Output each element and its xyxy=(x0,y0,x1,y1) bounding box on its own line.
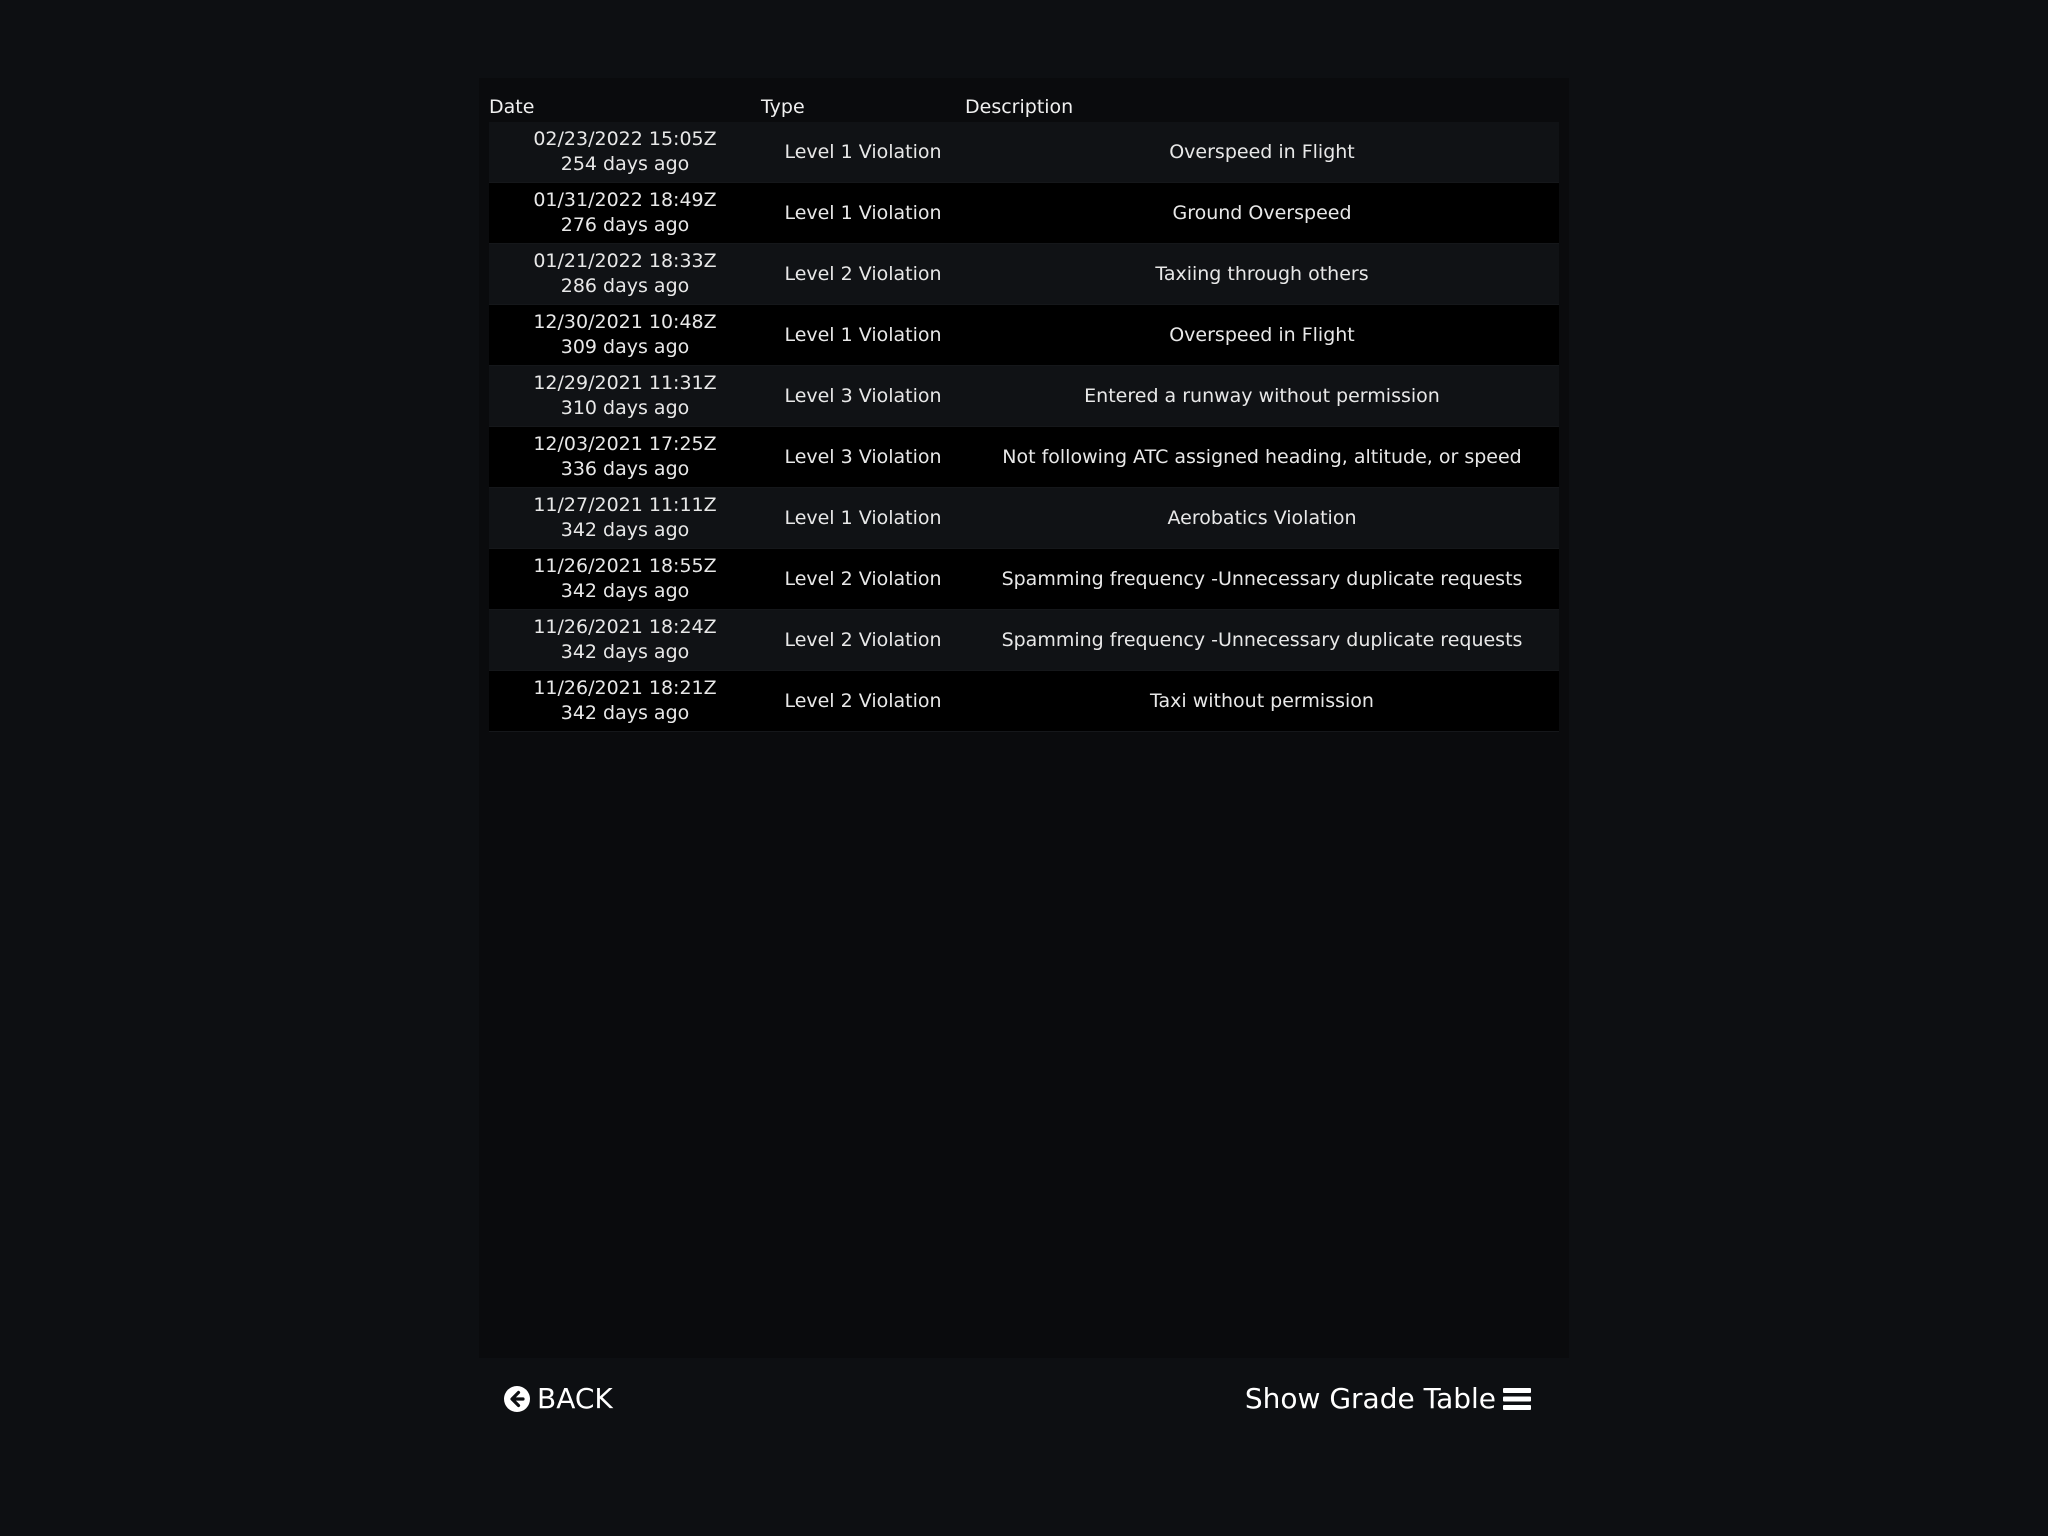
table-header xyxy=(489,78,1559,122)
description-cell: Taxi without permission xyxy=(1150,689,1374,712)
violations-table xyxy=(489,78,1559,732)
date-cell xyxy=(489,127,761,177)
date-timestamp: 11/26/2021 18:55Z xyxy=(533,555,717,577)
date-relative: 309 days ago xyxy=(560,336,690,358)
date-cell xyxy=(489,493,761,543)
header-date: Date xyxy=(489,96,535,118)
description-cell: Spamming frequency -Unnecessary duplicate requests xyxy=(1001,567,1523,590)
type-cell: Level 1 Violation xyxy=(784,140,942,163)
date-relative: 342 days ago xyxy=(560,702,690,724)
description-cell: Not following ATC assigned heading, altitude, or speed xyxy=(1002,445,1522,468)
footer-bar xyxy=(479,1358,1569,1438)
description-cell: Entered a runway without permission xyxy=(1084,384,1440,407)
date-cell xyxy=(489,432,761,482)
table-row xyxy=(489,122,1559,183)
description-cell: Overspeed in Flight xyxy=(1169,323,1355,346)
date-cell xyxy=(489,249,761,299)
back-label: BACK xyxy=(537,1382,613,1415)
table-row xyxy=(489,305,1559,366)
type-cell: Level 2 Violation xyxy=(784,262,942,285)
description-cell: Ground Overspeed xyxy=(1172,201,1352,224)
description-cell: Taxiing through others xyxy=(1155,262,1369,285)
date-cell xyxy=(489,371,761,421)
header-type: Type xyxy=(761,96,805,118)
back-button[interactable] xyxy=(503,1382,613,1415)
table-row xyxy=(489,427,1559,488)
table-row xyxy=(489,671,1559,732)
date-relative: 310 days ago xyxy=(560,397,690,419)
date-cell xyxy=(489,554,761,604)
date-timestamp: 12/30/2021 10:48Z xyxy=(533,311,717,333)
table-row xyxy=(489,549,1559,610)
type-cell: Level 1 Violation xyxy=(784,506,942,529)
date-cell xyxy=(489,615,761,665)
menu-icon xyxy=(1503,1385,1531,1413)
type-cell: Level 2 Violation xyxy=(784,567,942,590)
date-timestamp: 02/23/2022 15:05Z xyxy=(533,128,717,150)
violations-panel xyxy=(479,78,1569,1358)
show-grade-table-label: Show Grade Table xyxy=(1244,1382,1496,1415)
type-cell: Level 3 Violation xyxy=(784,384,942,407)
type-cell: Level 2 Violation xyxy=(784,628,942,651)
table-row xyxy=(489,488,1559,549)
date-relative: 342 days ago xyxy=(560,580,690,602)
date-cell xyxy=(489,676,761,726)
date-relative: 286 days ago xyxy=(560,275,690,297)
type-cell: Level 3 Violation xyxy=(784,445,942,468)
table-row xyxy=(489,610,1559,671)
date-cell xyxy=(489,310,761,360)
date-timestamp: 11/26/2021 18:21Z xyxy=(533,677,717,699)
type-cell: Level 2 Violation xyxy=(784,689,942,712)
date-timestamp: 11/27/2021 11:11Z xyxy=(533,494,717,516)
type-cell: Level 1 Violation xyxy=(784,201,942,224)
table-body xyxy=(489,122,1559,732)
date-timestamp: 12/03/2021 17:25Z xyxy=(533,433,717,455)
table-row xyxy=(489,244,1559,305)
date-relative: 276 days ago xyxy=(560,214,690,236)
date-relative: 254 days ago xyxy=(560,153,690,175)
date-timestamp: 01/31/2022 18:49Z xyxy=(533,189,717,211)
date-relative: 342 days ago xyxy=(560,641,690,663)
type-cell: Level 1 Violation xyxy=(784,323,942,346)
date-timestamp: 12/29/2021 11:31Z xyxy=(533,372,717,394)
date-timestamp: 01/21/2022 18:33Z xyxy=(533,250,717,272)
description-cell: Overspeed in Flight xyxy=(1169,140,1355,163)
date-relative: 342 days ago xyxy=(560,519,690,541)
table-row xyxy=(489,366,1559,427)
header-description: Description xyxy=(965,96,1074,118)
description-cell: Aerobatics Violation xyxy=(1167,506,1357,529)
show-grade-table-button[interactable] xyxy=(1245,1382,1531,1415)
date-cell xyxy=(489,188,761,238)
description-cell: Spamming frequency -Unnecessary duplicate requests xyxy=(1001,628,1523,651)
date-timestamp: 11/26/2021 18:24Z xyxy=(533,616,717,638)
date-relative: 336 days ago xyxy=(560,458,690,480)
table-row xyxy=(489,183,1559,244)
arrow-circle-left-icon xyxy=(503,1385,531,1413)
